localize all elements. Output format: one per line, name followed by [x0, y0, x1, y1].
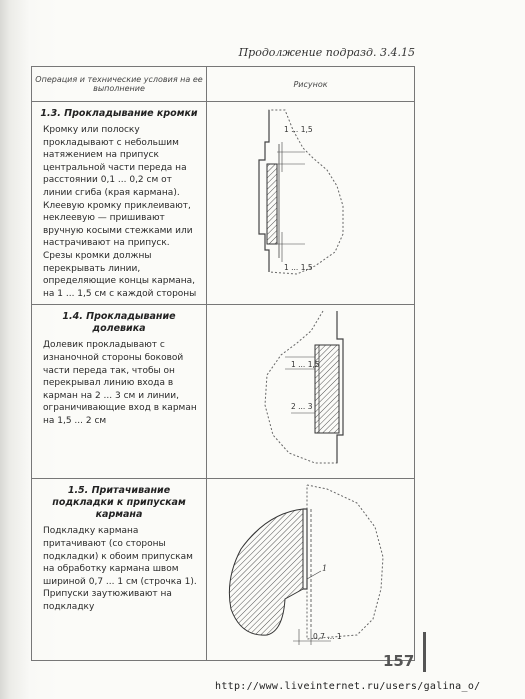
- operation-cell: [32, 479, 207, 661]
- figure-cell: [207, 479, 415, 661]
- figure-stay-tape: [207, 305, 414, 478]
- figure-edge-tape: [207, 102, 414, 290]
- procedure-table: [31, 66, 415, 661]
- page-number: 157: [383, 652, 415, 670]
- step-title: 1.3. Прокладывание кромки: [40, 108, 198, 119]
- dimension-label: 0,7 ... 1: [313, 632, 342, 642]
- figure-cell: [207, 102, 415, 305]
- watermark-url: http://www.liveinternet.ru/users/galina_o/: [215, 681, 481, 692]
- dimension-label: 1 ... 1,5: [291, 360, 320, 370]
- figure-cell: [207, 305, 415, 479]
- step-text: Подкладку кармана притачивают (со стороны подкладки) к обоим припускам на обработку кармана швом шириной 0,7 ... 1 см (строчка 1). Припуски заутюживают на подкладку: [43, 526, 197, 612]
- column-header-figure: Рисунок: [207, 67, 415, 102]
- table-row: [32, 479, 415, 661]
- dimension-label: 1 ... 1,5: [284, 263, 313, 272]
- step-title: 1.4. Прокладывание долевика: [62, 311, 176, 335]
- dimension-label: 2 ... 3: [291, 402, 313, 412]
- seam-label: 1: [322, 564, 328, 574]
- running-head: Продолжение подразд. 3.4.15: [238, 46, 415, 59]
- operation-cell: [32, 305, 207, 479]
- table-header-row: [32, 67, 415, 102]
- table-row: [32, 305, 415, 479]
- step-text: Долевик прокладывают с изнаночной стороны боковой части переда так, чтобы он перекрывал линию входа в карман на 2 ... 3 см и линии, ограничивающие вход в карман на 1,5 ... 2 см: [43, 340, 197, 426]
- column-header-operation: Операция и технические условия на ее выполнение: [32, 67, 207, 102]
- table-row: [32, 102, 415, 305]
- step-text: Кромку или полоску прокладывают с небольшим натяжением на припуск центральной части переда на расстоянии 0,1 ... 0,2 см от линии сгиба (края кармана). Клеевую кромку приклеивают, неклеевую — пришивают вручную косыми стежками или настрачивают на припуск. Срезы кромки должны перекрывать линии, определяющие концы кармана, на 1 ... 1,5 см с каждой стороны: [43, 125, 197, 299]
- dimension-label: 1 ... 1,5: [284, 125, 313, 134]
- page-number-rule: [423, 632, 426, 672]
- figure-pocket-lining: [207, 479, 414, 660]
- step-title: 1.5. Притачивание подкладки к припускам кармана: [52, 485, 186, 521]
- operation-cell: [32, 102, 207, 305]
